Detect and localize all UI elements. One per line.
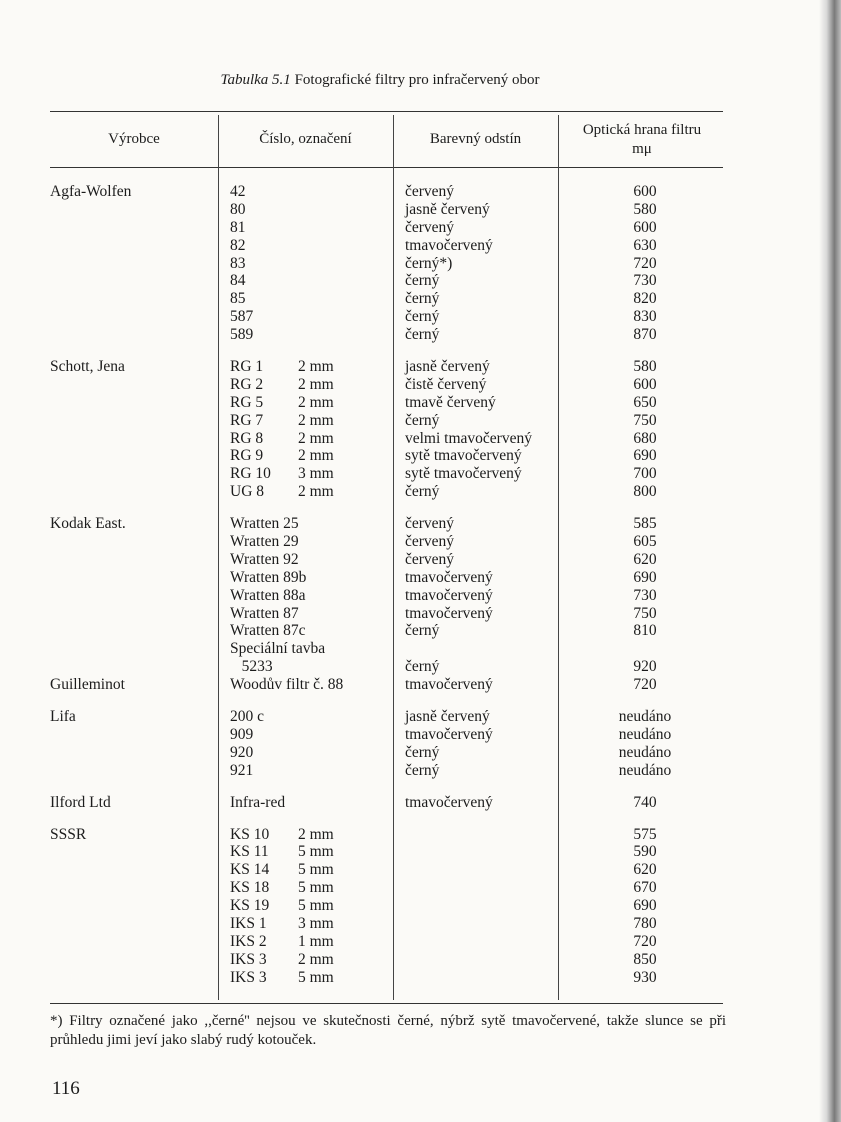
- edge-cell: 720: [633, 254, 657, 272]
- edge-cell: 720: [633, 676, 657, 694]
- thickness-cell: 3 mm: [298, 465, 334, 483]
- color-cell: tmavě červený: [405, 393, 496, 411]
- color-cell: červený: [405, 183, 455, 200]
- number-cell: KS 14: [230, 861, 270, 879]
- color-cell: velmi tmavočervený: [405, 429, 532, 447]
- edge-cell: 580: [633, 358, 657, 376]
- table-row: [0, 376, 841, 394]
- header-edge-title: Optická hrana filtru: [582, 121, 702, 138]
- edge-cell: neudáno: [618, 725, 672, 743]
- edge-cell: 680: [633, 429, 657, 447]
- edge-cell: 820: [633, 290, 657, 308]
- table-row: [0, 762, 841, 780]
- table-row: [0, 794, 841, 812]
- table-row: [0, 587, 841, 605]
- page-number: 116: [52, 1078, 80, 1099]
- thickness-cell: 2 mm: [298, 483, 334, 501]
- table-row: [0, 933, 841, 951]
- color-cell: tmavočervený: [405, 568, 493, 586]
- number-cell: 81: [230, 218, 246, 236]
- color-cell: černý: [405, 411, 440, 429]
- number-cell: 80: [230, 200, 246, 218]
- number-cell: RG 10: [230, 465, 271, 483]
- table-row: [0, 255, 841, 273]
- table-caption: [0, 72, 760, 89]
- color-cell: jasně červený: [405, 200, 490, 218]
- edge-cell: 620: [633, 550, 657, 568]
- table-row: [0, 533, 841, 551]
- thickness-cell: 2 mm: [298, 393, 334, 411]
- table-row: [0, 640, 841, 658]
- number-cell: RG 8: [230, 429, 264, 447]
- header-rule: [50, 167, 723, 168]
- thickness-cell: 5 mm: [298, 843, 334, 861]
- table-row: [0, 744, 841, 762]
- edge-cell: 650: [633, 393, 657, 411]
- header-color: Barevný odstín: [429, 131, 522, 147]
- table-row: [0, 897, 841, 915]
- table-row: [0, 622, 841, 640]
- edge-cell: 690: [633, 897, 657, 915]
- color-cell: tmavočervený: [405, 793, 493, 811]
- footnote: *) Filtry označené jako ,,černé'' nejsou ve skutečnosti černé, nýbrž sytě tmavočervené, takže slunce se při průhledu jimi jeví jako slabý rudý kotouček.: [50, 1013, 726, 1048]
- edge-cell: 600: [633, 183, 657, 200]
- number-cell: Wratten 29: [230, 533, 299, 551]
- number-cell: RG 5: [230, 393, 264, 411]
- number-cell: Speciální tavba: [230, 640, 326, 658]
- thickness-cell: 5 mm: [298, 897, 334, 915]
- number-cell: 84: [230, 272, 246, 290]
- number-cell: IKS 3: [230, 968, 267, 986]
- table-row: [0, 219, 841, 237]
- number-cell: 42: [230, 183, 246, 200]
- edge-cell: 620: [633, 861, 657, 879]
- edge-cell: 700: [633, 465, 657, 483]
- number-cell: RG 2: [230, 375, 264, 393]
- edge-cell: 750: [633, 604, 657, 622]
- table-row: [0, 969, 841, 987]
- color-cell: čistě červený: [405, 375, 487, 393]
- edge-cell: 690: [633, 568, 657, 586]
- number-cell: 5233: [230, 658, 273, 676]
- color-cell: červený: [405, 218, 455, 236]
- number-cell: Wratten 87: [230, 604, 299, 622]
- number-cell: 200 c: [230, 708, 265, 726]
- header-manufacturer: Výrobce: [108, 131, 160, 147]
- edge-cell: neudáno: [618, 761, 672, 779]
- color-cell: černý: [405, 308, 440, 326]
- table-row: [0, 394, 841, 412]
- edge-cell: 720: [633, 932, 657, 950]
- thickness-cell: 2 mm: [298, 358, 334, 376]
- color-cell: červený: [405, 533, 455, 551]
- table-row: [0, 915, 841, 933]
- color-cell: černý*): [405, 254, 453, 272]
- thickness-cell: 3 mm: [298, 914, 334, 932]
- number-cell: Wratten 89b: [230, 568, 307, 586]
- number-cell: Wratten 87c: [230, 622, 306, 640]
- edge-cell: 580: [633, 200, 657, 218]
- edge-cell: 920: [633, 658, 657, 676]
- manufacturer-cell: Ilford Ltd: [50, 793, 111, 811]
- edge-cell: 850: [633, 950, 657, 968]
- table-row: [0, 412, 841, 430]
- edge-cell: 730: [633, 586, 657, 604]
- number-cell: 589: [230, 326, 254, 344]
- table-row: [0, 826, 841, 844]
- edge-cell: 590: [633, 843, 657, 861]
- color-cell: černý: [405, 483, 440, 501]
- number-cell: RG 1: [230, 358, 264, 376]
- number-cell: RG 9: [230, 447, 264, 465]
- thickness-cell: 2 mm: [298, 950, 334, 968]
- color-cell: černý: [405, 272, 440, 290]
- manufacturer-cell: Kodak East.: [50, 515, 126, 533]
- number-cell: KS 18: [230, 879, 270, 897]
- manufacturer-cell: Lifa: [50, 708, 76, 726]
- thickness-cell: 5 mm: [298, 879, 334, 897]
- edge-cell: 830: [633, 308, 657, 326]
- table-row: [0, 708, 841, 726]
- manufacturer-cell: Agfa-Wolfen: [50, 183, 132, 200]
- number-cell: IKS 2: [230, 932, 267, 950]
- number-cell: Woodův filtr č. 88: [230, 676, 344, 694]
- thickness-cell: 2 mm: [298, 411, 334, 429]
- header-edge-unit: mμ: [632, 140, 652, 157]
- number-cell: 83: [230, 254, 246, 272]
- header-edge: [558, 112, 726, 167]
- thickness-cell: 2 mm: [298, 375, 334, 393]
- table-row: [0, 183, 841, 201]
- manufacturer-cell: Schott, Jena: [50, 358, 125, 376]
- number-cell: 920: [230, 743, 254, 761]
- table-row: [0, 308, 841, 326]
- color-cell: tmavočervený: [405, 586, 493, 604]
- table-body: [0, 183, 841, 987]
- number-cell: 587: [230, 308, 254, 326]
- header-number: Číslo, označení: [259, 131, 352, 147]
- edge-cell: 690: [633, 447, 657, 465]
- color-cell: tmavočervený: [405, 676, 493, 694]
- color-cell: černý: [405, 622, 440, 640]
- thickness-cell: 5 mm: [298, 861, 334, 879]
- number-cell: 82: [230, 236, 246, 254]
- number-cell: KS 10: [230, 825, 270, 843]
- number-cell: UG 8: [230, 483, 265, 501]
- manufacturer-cell: SSSR: [50, 825, 87, 843]
- edge-cell: 730: [633, 272, 657, 290]
- table-row: [0, 326, 841, 344]
- number-cell: Infra-red: [230, 793, 286, 811]
- table-row: [0, 465, 841, 483]
- number-cell: KS 19: [230, 897, 270, 915]
- number-cell: IKS 1: [230, 914, 267, 932]
- color-cell: černý: [405, 761, 440, 779]
- table-row: [0, 430, 841, 448]
- color-cell: červený: [405, 550, 455, 568]
- edge-cell: 930: [633, 968, 657, 986]
- color-cell: černý: [405, 658, 440, 676]
- edge-cell: 810: [633, 622, 657, 640]
- edge-cell: 870: [633, 326, 657, 344]
- edge-cell: 800: [633, 483, 657, 501]
- number-cell: 85: [230, 290, 246, 308]
- edge-cell: 780: [633, 914, 657, 932]
- table-row: [0, 951, 841, 969]
- color-cell: červený: [405, 515, 455, 533]
- table-row: [0, 843, 841, 861]
- number-cell: 921: [230, 761, 254, 779]
- table-row: [0, 201, 841, 219]
- color-cell: černý: [405, 290, 440, 308]
- number-cell: RG 7: [230, 411, 264, 429]
- table-row: [0, 676, 841, 694]
- color-cell: černý: [405, 743, 440, 761]
- edge-cell: 670: [633, 879, 657, 897]
- color-cell: jasně červený: [405, 358, 490, 376]
- manufacturer-cell: Guilleminot: [50, 676, 125, 694]
- number-cell: Wratten 25: [230, 515, 299, 533]
- color-cell: tmavočervený: [405, 725, 493, 743]
- edge-cell: 740: [633, 793, 657, 811]
- table-row: [0, 515, 841, 533]
- table-row: [0, 605, 841, 623]
- thickness-cell: 2 mm: [298, 429, 334, 447]
- table-row: [0, 569, 841, 587]
- table-row: [0, 551, 841, 569]
- edge-cell: 600: [633, 375, 657, 393]
- table-row: [0, 726, 841, 744]
- thickness-cell: 1 mm: [298, 932, 334, 950]
- table-row: [0, 272, 841, 290]
- color-cell: sytě tmavočervený: [405, 465, 522, 483]
- color-cell: tmavočervený: [405, 236, 493, 254]
- edge-cell: 750: [633, 411, 657, 429]
- table-row: [0, 358, 841, 376]
- table-row: [0, 483, 841, 501]
- edge-cell: 600: [633, 218, 657, 236]
- thickness-cell: 2 mm: [298, 447, 334, 465]
- caption-label: Tabulka 5.1: [220, 72, 291, 88]
- number-cell: 909: [230, 725, 254, 743]
- edge-cell: 605: [633, 533, 657, 551]
- number-cell: Wratten 88a: [230, 586, 306, 604]
- table-row: [0, 879, 841, 897]
- table-row: [0, 658, 841, 676]
- number-cell: KS 11: [230, 843, 269, 861]
- edge-cell: 585: [633, 515, 657, 533]
- edge-cell: 630: [633, 236, 657, 254]
- thickness-cell: 2 mm: [298, 825, 334, 843]
- table-row: [0, 861, 841, 879]
- table-row: [0, 290, 841, 308]
- color-cell: černý: [405, 326, 440, 344]
- caption-title: Fotografické filtry pro infračervený obor: [294, 72, 540, 88]
- color-cell: sytě tmavočervený: [405, 447, 522, 465]
- edge-cell: 575: [633, 825, 657, 843]
- bottom-rule: [50, 1003, 723, 1004]
- number-cell: IKS 3: [230, 950, 267, 968]
- color-cell: jasně červený: [405, 708, 490, 726]
- thickness-cell: 5 mm: [298, 968, 334, 986]
- number-cell: Wratten 92: [230, 550, 299, 568]
- table-row: [0, 237, 841, 255]
- color-cell: tmavočervený: [405, 604, 493, 622]
- edge-cell: neudáno: [618, 708, 672, 726]
- edge-cell: neudáno: [618, 743, 672, 761]
- table-row: [0, 447, 841, 465]
